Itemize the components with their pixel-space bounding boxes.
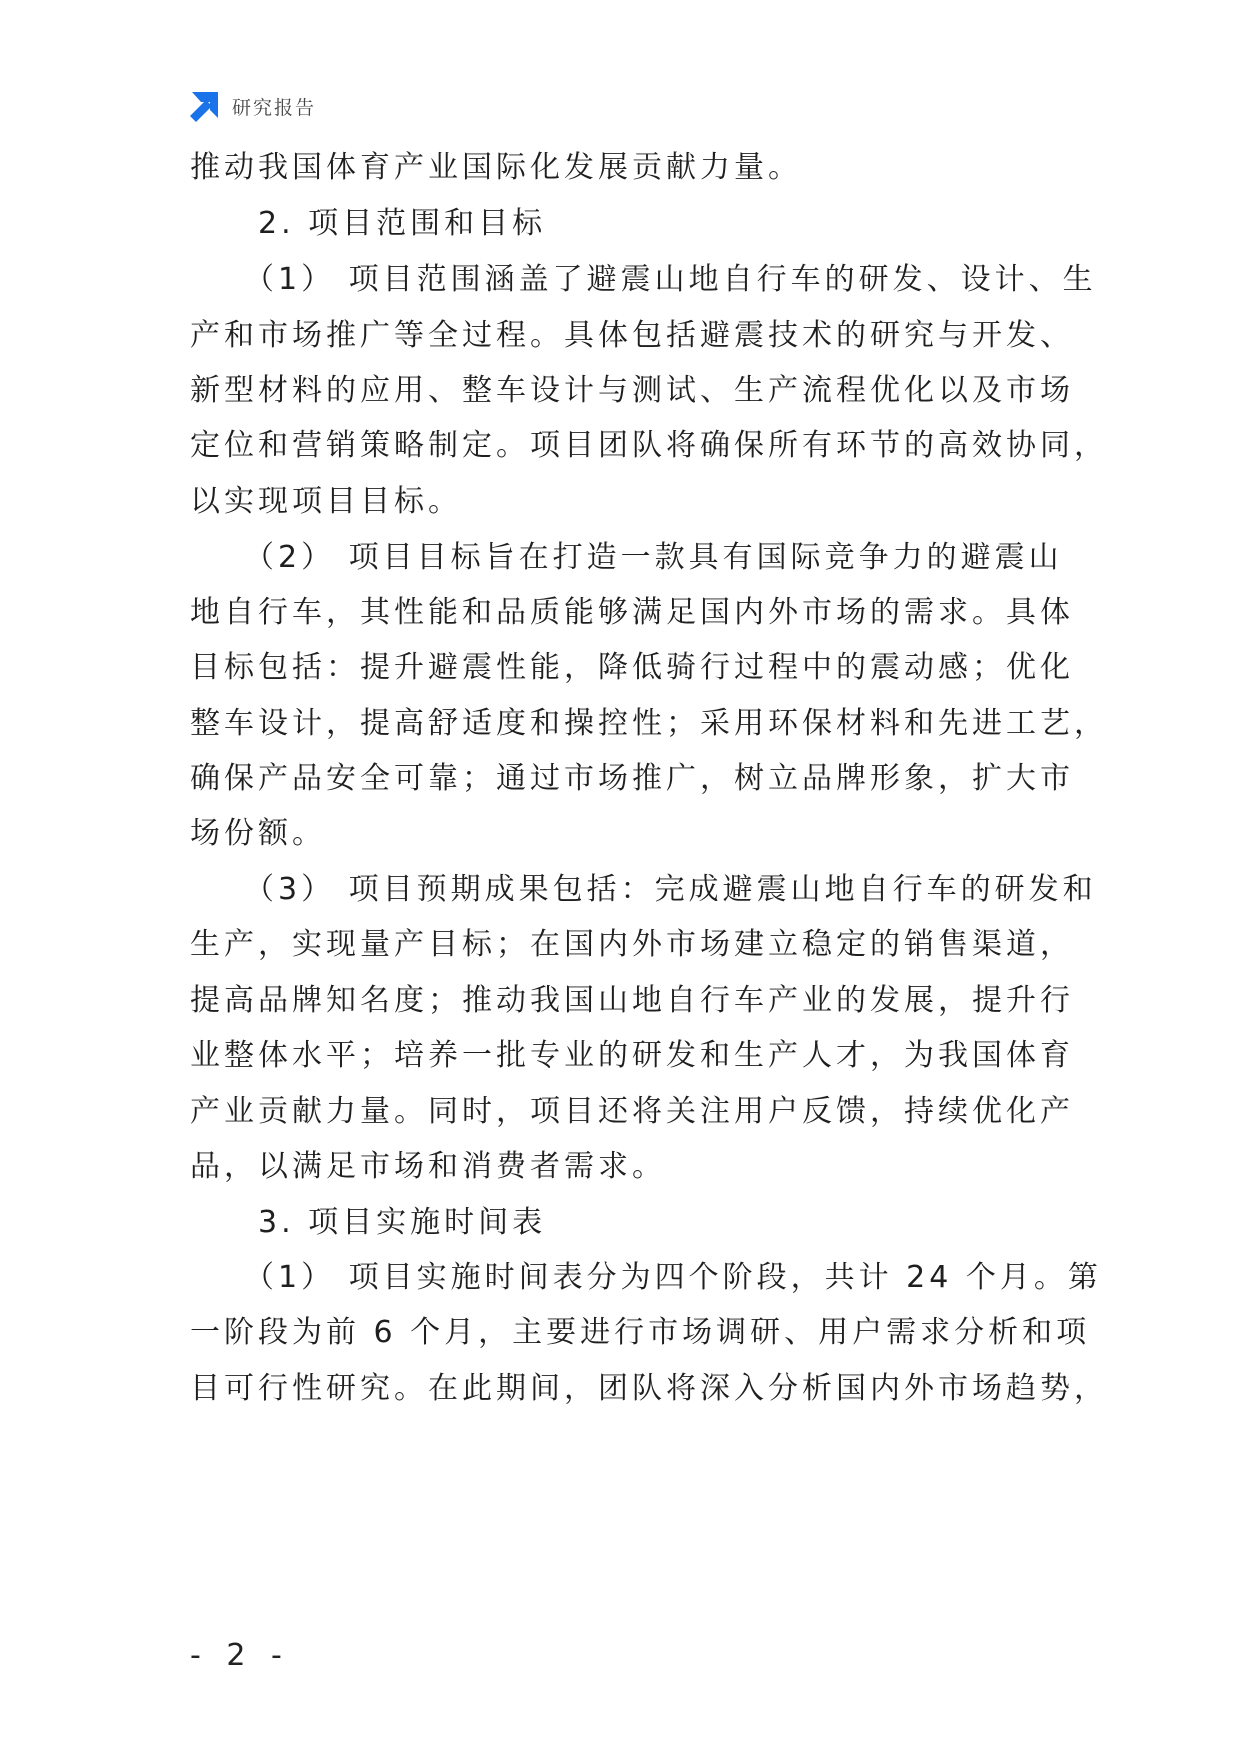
body-line-schedule-1: （1） 项目实施时间表分为四个阶段，共计 24 个月。第 xyxy=(244,1260,1102,1295)
body-line-outcome-4: 业整体水平；培养一批专业的研发和生产人才，为我国体育 xyxy=(190,1038,1074,1073)
body-line-scope-2: 产和市场推广等全过程。具体包括避震技术的研究与开发、 xyxy=(190,318,1074,353)
body-line-outcome-1: （3） 项目预期成果包括：完成避震山地自行车的研发和 xyxy=(244,872,1097,907)
body-line-goal-6: 场份额。 xyxy=(190,816,326,851)
arrow-up-right-logo-icon xyxy=(188,90,220,122)
body-line-goal-3: 目标包括：提升避震性能，降低骑行过程中的震动感；优化 xyxy=(190,650,1074,685)
page-number: - 2 - xyxy=(190,1638,290,1673)
section-heading-scope: 2. 项目范围和目标 xyxy=(258,206,547,241)
body-line-outcome-6: 品，以满足市场和消费者需求。 xyxy=(190,1149,666,1184)
body-line-schedule-2: 一阶段为前 6 个月，主要进行市场调研、用户需求分析和项 xyxy=(190,1315,1091,1350)
page-header xyxy=(188,90,316,122)
body-line-scope-5: 以实现项目目标。 xyxy=(190,484,462,519)
body-line-schedule-3: 目可行性研究。在此期间，团队将深入分析国内外市场趋势， xyxy=(190,1371,1108,1406)
body-line-goal-1: （2） 项目目标旨在打造一款具有国际竞争力的避震山 xyxy=(244,540,1063,575)
body-line-goal-2: 地自行车，其性能和品质能够满足国内外市场的需求。具体 xyxy=(190,595,1074,630)
body-line-scope-3: 新型材料的应用、整车设计与测试、生产流程优化以及市场 xyxy=(190,373,1074,408)
body-line-continuation: 推动我国体育产业国际化发展贡献力量。 xyxy=(190,150,802,185)
header-title: 研究报告 xyxy=(232,96,317,119)
body-line-outcome-3: 提高品牌知名度；推动我国山地自行车产业的发展，提升行 xyxy=(190,983,1074,1018)
section-heading-schedule: 3. 项目实施时间表 xyxy=(258,1205,547,1240)
body-line-scope-1: （1） 项目范围涵盖了避震山地自行车的研发、设计、生 xyxy=(244,262,1097,297)
body-line-scope-4: 定位和营销策略制定。项目团队将确保所有环节的高效协同， xyxy=(190,428,1108,463)
body-line-outcome-2: 生产，实现量产目标；在国内外市场建立稳定的销售渠道， xyxy=(190,927,1074,962)
body-line-outcome-5: 产业贡献力量。同时，项目还将关注用户反馈，持续优化产 xyxy=(190,1094,1074,1129)
body-line-goal-4: 整车设计，提高舒适度和操控性；采用环保材料和先进工艺， xyxy=(190,706,1108,741)
body-line-goal-5: 确保产品安全可靠；通过市场推广，树立品牌形象，扩大市 xyxy=(190,761,1074,796)
